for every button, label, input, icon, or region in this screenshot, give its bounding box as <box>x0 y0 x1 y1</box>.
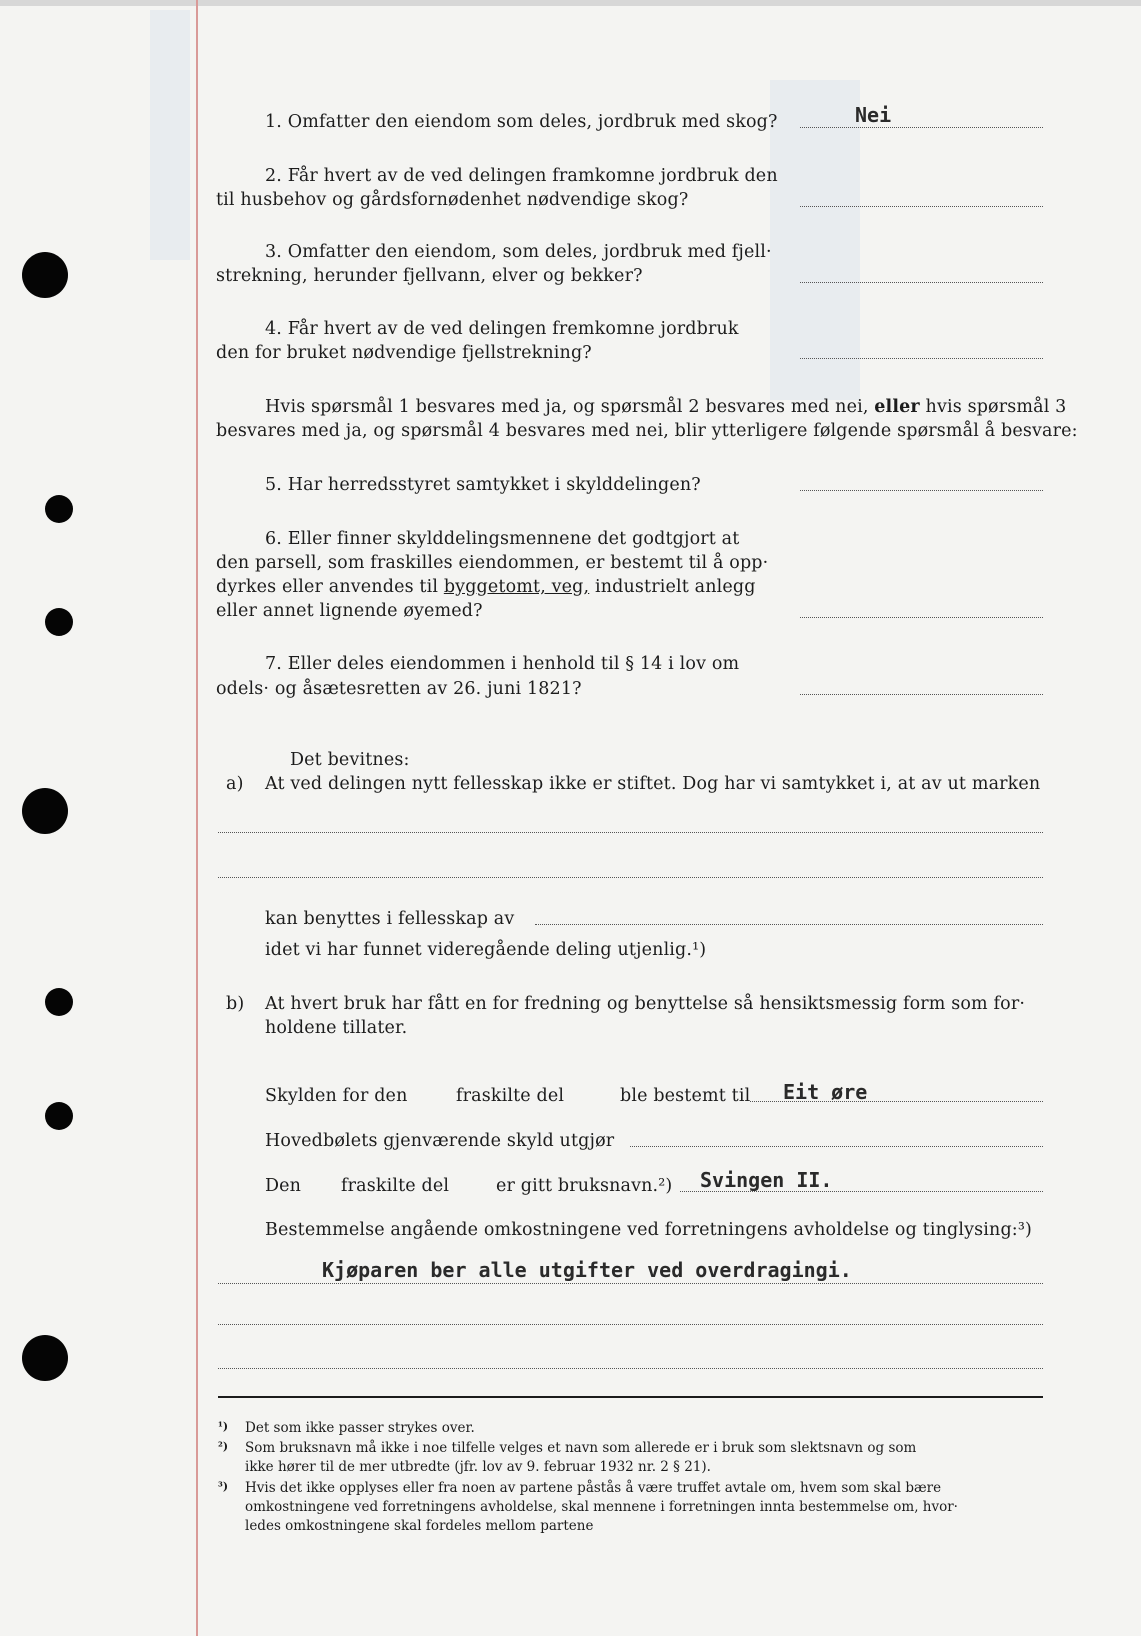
question-6-line-1: 6. Eller finner skylddelingsmennene det godtgjort at <box>265 529 740 549</box>
footnote-2-mark: ²) <box>218 1440 229 1453</box>
punch-hole <box>22 252 68 298</box>
omkostning-line-2[interactable] <box>218 1324 1043 1325</box>
question-7-line-2: odels· og åsætesretten av 26. juni 1821? <box>216 679 582 699</box>
omkostning-line-1[interactable] <box>218 1283 1043 1284</box>
question-1: 1. Omfatter den eiendom som deles, jordbruk med skog? <box>265 112 778 132</box>
omkostning-line-3[interactable] <box>218 1368 1043 1369</box>
punch-hole <box>22 1335 68 1381</box>
footnote-3-line-1: Hvis det ikke opplyses eller fra noen av partene påstås å være truffet avtale om, hvem som skal bære <box>245 1480 942 1496</box>
question-5: 5. Har herredsstyret samtykket i skylddelingen? <box>265 475 701 495</box>
question-7-line-1: 7. Eller deles eiendommen i henhold til § 14 i lov om <box>265 654 740 674</box>
declaration-b-label: b) <box>226 994 245 1014</box>
question-2-line-2: til husbehov og gårdsfornødenhet nødvendige skog? <box>216 190 689 210</box>
punch-hole <box>45 988 73 1016</box>
answer-line-4[interactable] <box>800 358 1043 359</box>
bruksnavn-label-b: fraskilte del <box>341 1176 450 1196</box>
hovedbol-line[interactable] <box>630 1146 1043 1147</box>
q6-text-underlined: byggetomt, veg, <box>443 577 590 597</box>
declaration-a-reason: idet vi har funnet videregående deling utjenlig.¹) <box>265 940 707 960</box>
question-6-line-2: den parsell, som fraskilles eiendommen, er bestemt til å opp· <box>216 553 769 573</box>
q6-text-a: dyrkes eller anvendes til <box>216 577 439 597</box>
answer-line-1[interactable] <box>800 127 1043 128</box>
punch-hole <box>45 608 73 636</box>
punch-hole <box>45 1102 73 1130</box>
question-4-line-2: den for bruket nødvendige fjellstrekning? <box>216 343 592 363</box>
q6-text-c: industrielt anlegg <box>594 577 756 597</box>
bleed-through-stain <box>150 10 190 260</box>
declaration-heading: Det bevitnes: <box>290 750 410 770</box>
skyld-label-b: fraskilte del <box>456 1086 565 1106</box>
question-6-line-3 <box>216 576 756 598</box>
skyld-value[interactable]: Eit øre <box>783 1080 868 1104</box>
declaration-a-text: At ved delingen nytt fellesskap ikke er stiftet. Dog har vi samtykket i, at av ut marken <box>265 774 1041 794</box>
scan-edge <box>0 0 1141 6</box>
answer-line-2[interactable] <box>800 206 1043 207</box>
fill-line-a3[interactable] <box>535 924 1043 925</box>
answer-line-5[interactable] <box>800 490 1043 491</box>
answer-line-6[interactable] <box>800 617 1043 618</box>
bruksnavn-label-c: er gitt bruksnavn.²) <box>496 1176 673 1196</box>
question-3-line-2: strekning, herunder fjellvann, elver og bekker? <box>216 266 643 286</box>
condition-line-1 <box>265 396 1066 418</box>
hovedbol-label: Hovedbølets gjenværende skyld utgjør <box>265 1131 615 1151</box>
fill-line-a1[interactable] <box>218 832 1043 833</box>
punch-hole <box>45 495 73 523</box>
declaration-b-text-1: At hvert bruk har fått en for fredning og benyttelse så hensiktsmessig form som for· <box>265 994 1026 1014</box>
skyld-label-c: ble bestemt til <box>620 1086 751 1106</box>
bruksnavn-value[interactable]: Svingen II. <box>700 1168 833 1192</box>
question-2-line-1: 2. Får hvert av de ved delingen framkomne jordbruk den <box>265 166 778 186</box>
footnote-2-line-1: Som bruksnavn må ikke i noe tilfelle velges et navn som allerede er i bruk som slektsnavn og som <box>245 1440 917 1456</box>
bleed-through-stain <box>770 80 860 400</box>
omkostning-label: Bestemmelse angående omkostningene ved forretningens avholdelse og tinglysing:³) <box>265 1220 1032 1240</box>
footnote-1-mark: ¹) <box>218 1420 229 1433</box>
footnote-3-line-2: omkostningene ved forretningens avholdelse, skal mennene i forretningen innta bestemmelse om, hvor· <box>245 1499 958 1515</box>
condition-text-a: Hvis spørsmål 1 besvares med ja, og spørsmål 2 besvares med nei, <box>265 397 869 417</box>
bruksnavn-label-a: Den <box>265 1176 302 1196</box>
omkostning-value[interactable]: Kjøparen ber alle utgifter ved overdragingi. <box>322 1258 852 1282</box>
question-3-line-1: 3. Omfatter den eiendom, som deles, jordbruk med fjell· <box>265 242 772 262</box>
declaration-a-use: kan benyttes i fellesskap av <box>265 909 515 929</box>
declaration-b-text-2: holdene tillater. <box>265 1018 408 1038</box>
declaration-a-label: a) <box>226 774 244 794</box>
fill-line-a2[interactable] <box>218 877 1043 878</box>
footnote-3-mark: ³) <box>218 1480 229 1493</box>
condition-text-c: hvis spørsmål 3 <box>925 397 1067 417</box>
footnote-rule <box>218 1396 1043 1398</box>
answer-line-3[interactable] <box>800 282 1043 283</box>
punch-hole <box>22 788 68 834</box>
condition-text-eller: eller <box>874 397 920 417</box>
footnote-3-line-3: ledes omkostningene skal fordeles mellom partene <box>245 1518 594 1534</box>
question-6-line-4: eller annet lignende øyemed? <box>216 601 483 621</box>
condition-line-2: besvares med ja, og spørsmål 4 besvares med nei, blir ytterligere følgende spørsmål å besvare: <box>216 421 1078 441</box>
answer-line-7[interactable] <box>800 694 1043 695</box>
margin-line <box>196 0 198 1636</box>
footnote-1: Det som ikke passer strykes over. <box>245 1420 475 1436</box>
question-4-line-1: 4. Får hvert av de ved delingen fremkomne jordbruk <box>265 319 739 339</box>
skyld-label-a: Skylden for den <box>265 1086 408 1106</box>
answer-1[interactable]: Nei <box>855 103 892 127</box>
footnote-2-line-2: ikke hører til de mer utbredte (jfr. lov av 9. februar 1932 nr. 2 § 21). <box>245 1459 711 1475</box>
